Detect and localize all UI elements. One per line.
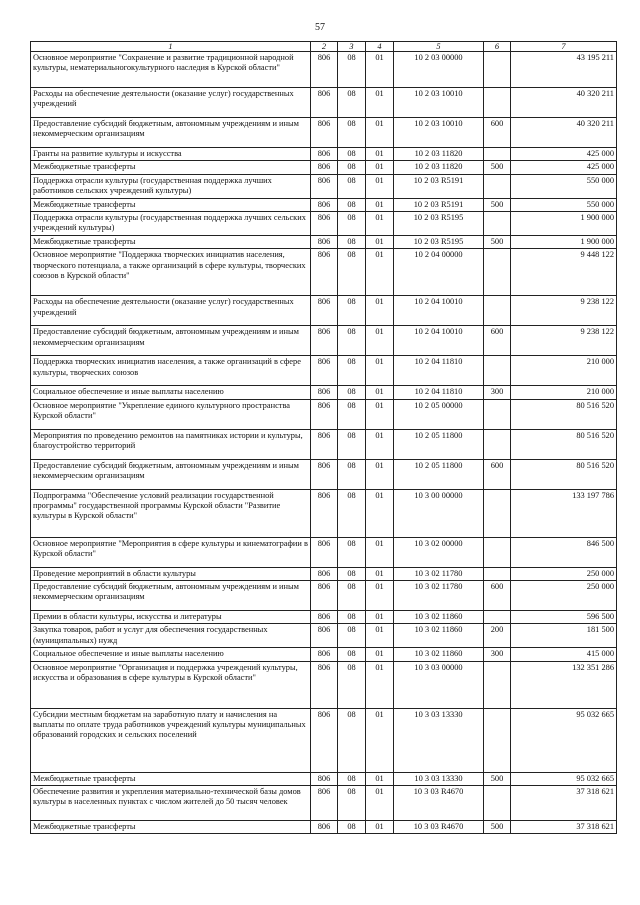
table-header-row	[31, 42, 617, 52]
row-vr-cell	[484, 785, 511, 820]
table-row	[31, 235, 617, 248]
row-gr-cell: 806	[311, 648, 338, 661]
row-sum-cell: 40 320 211	[511, 88, 617, 118]
row-rz-cell: 08	[338, 708, 366, 772]
row-gr-cell: 806	[311, 235, 338, 248]
row-pr-cell: 01	[366, 537, 394, 567]
row-gr-cell: 806	[311, 249, 338, 296]
row-sum-cell: 210 000	[511, 356, 617, 386]
table-row	[31, 580, 617, 610]
table-row	[31, 174, 617, 198]
row-csr-cell: 10 2 03 11820	[394, 161, 484, 174]
row-name-cell: Гранты на развитие культуры и искусства	[31, 148, 311, 161]
table-row	[31, 118, 617, 148]
row-rz-cell: 08	[338, 772, 366, 785]
row-name-cell: Поддержка творческих инициатив населения, а также организаций в сфере культуры, творческих союзов	[31, 356, 311, 386]
row-rz-cell: 08	[338, 820, 366, 833]
row-name-cell: Социальное обеспечение и иные выплаты населению	[31, 386, 311, 399]
row-name-cell: Проведение мероприятий в области культуры	[31, 567, 311, 580]
row-sum-cell: 9 448 122	[511, 249, 617, 296]
row-rz-cell: 08	[338, 174, 366, 198]
row-rz-cell: 08	[338, 580, 366, 610]
table-row	[31, 88, 617, 118]
row-sum-cell: 250 000	[511, 580, 617, 610]
row-csr-cell: 10 2 04 00000	[394, 249, 484, 296]
row-gr-cell: 806	[311, 88, 338, 118]
row-rz-cell: 08	[338, 52, 366, 88]
row-name-cell: Предоставление субсидий бюджетным, автономным учреждениям и иным некоммерческим организациям	[31, 326, 311, 356]
row-name-cell: Премии в области культуры, искусства и литературы	[31, 610, 311, 623]
row-sum-cell: 250 000	[511, 567, 617, 580]
row-rz-cell: 08	[338, 661, 366, 708]
row-csr-cell: 10 3 03 13330	[394, 772, 484, 785]
column-header: 3	[338, 42, 366, 52]
row-rz-cell: 08	[338, 399, 366, 429]
row-pr-cell: 01	[366, 820, 394, 833]
row-sum-cell: 181 500	[511, 624, 617, 648]
row-rz-cell: 08	[338, 537, 366, 567]
row-sum-cell: 40 320 211	[511, 118, 617, 148]
row-gr-cell: 806	[311, 386, 338, 399]
row-gr-cell: 806	[311, 118, 338, 148]
row-sum-cell: 210 000	[511, 386, 617, 399]
row-vr-cell	[484, 211, 511, 235]
row-pr-cell: 01	[366, 785, 394, 820]
row-rz-cell: 08	[338, 118, 366, 148]
row-gr-cell: 806	[311, 772, 338, 785]
row-csr-cell: 10 2 04 10010	[394, 326, 484, 356]
row-vr-cell	[484, 537, 511, 567]
row-csr-cell: 10 3 02 11860	[394, 624, 484, 648]
row-pr-cell: 01	[366, 624, 394, 648]
row-vr-cell	[484, 567, 511, 580]
row-gr-cell: 806	[311, 296, 338, 326]
budget-table	[30, 41, 617, 834]
row-rz-cell: 08	[338, 624, 366, 648]
row-vr-cell: 600	[484, 118, 511, 148]
row-sum-cell: 596 500	[511, 610, 617, 623]
row-sum-cell: 550 000	[511, 198, 617, 211]
row-vr-cell: 500	[484, 161, 511, 174]
row-rz-cell: 08	[338, 296, 366, 326]
table-body	[31, 52, 617, 834]
row-name-cell: Предоставление субсидий бюджетным, автономным учреждениям и иным некоммерческим организациям	[31, 118, 311, 148]
row-csr-cell: 10 2 03 11820	[394, 148, 484, 161]
row-csr-cell: 10 2 03 R5191	[394, 174, 484, 198]
table-row	[31, 661, 617, 708]
row-name-cell: Основное мероприятие "Мероприятия в сфере культуры и кинематографии в Курской области"	[31, 537, 311, 567]
row-rz-cell: 08	[338, 148, 366, 161]
row-name-cell: Закупка товаров, работ и услуг для обеспечения государственных (муниципальных) нужд	[31, 624, 311, 648]
row-pr-cell: 01	[366, 661, 394, 708]
row-csr-cell: 10 3 02 00000	[394, 537, 484, 567]
row-pr-cell: 01	[366, 489, 394, 537]
table-row	[31, 489, 617, 537]
table-row	[31, 211, 617, 235]
row-csr-cell: 10 2 03 10010	[394, 88, 484, 118]
table-row	[31, 820, 617, 833]
row-rz-cell: 08	[338, 211, 366, 235]
row-name-cell: Основное мероприятие "Сохранение и развитие традиционной народной культуры, нематериальногокультурного наследия в Курской области"	[31, 52, 311, 88]
row-gr-cell: 806	[311, 624, 338, 648]
row-vr-cell	[484, 52, 511, 88]
row-vr-cell: 300	[484, 386, 511, 399]
row-csr-cell: 10 3 02 11860	[394, 648, 484, 661]
row-gr-cell: 806	[311, 580, 338, 610]
row-sum-cell: 95 032 665	[511, 772, 617, 785]
row-pr-cell: 01	[366, 235, 394, 248]
row-vr-cell: 500	[484, 772, 511, 785]
table-row	[31, 785, 617, 820]
column-header: 4	[366, 42, 394, 52]
row-rz-cell: 08	[338, 459, 366, 489]
row-gr-cell: 806	[311, 489, 338, 537]
row-csr-cell: 10 3 02 11780	[394, 580, 484, 610]
row-sum-cell: 37 318 621	[511, 820, 617, 833]
row-pr-cell: 01	[366, 648, 394, 661]
row-vr-cell: 600	[484, 459, 511, 489]
table-row	[31, 249, 617, 296]
table-row	[31, 198, 617, 211]
row-pr-cell: 01	[366, 52, 394, 88]
row-csr-cell: 10 2 05 00000	[394, 399, 484, 429]
row-sum-cell: 425 000	[511, 161, 617, 174]
table-row	[31, 356, 617, 386]
table-row	[31, 161, 617, 174]
row-vr-cell: 600	[484, 580, 511, 610]
row-vr-cell	[484, 429, 511, 459]
column-header: 2	[311, 42, 338, 52]
row-name-cell: Поддержка отрасли культуры (государственная поддержка лучших работников сельских учреждений культуры)	[31, 174, 311, 198]
row-sum-cell: 9 238 122	[511, 326, 617, 356]
table-row	[31, 386, 617, 399]
row-name-cell: Межбюджетные трансферты	[31, 198, 311, 211]
row-name-cell: Обеспечение развития и укрепления материально-технической базы домов культуры в населенных пунктах с числом жителей до 50 тысяч человек	[31, 785, 311, 820]
row-rz-cell: 08	[338, 648, 366, 661]
table-row	[31, 610, 617, 623]
row-rz-cell: 08	[338, 785, 366, 820]
row-name-cell: Социальное обеспечение и иные выплаты населению	[31, 648, 311, 661]
row-gr-cell: 806	[311, 326, 338, 356]
column-header: 5	[394, 42, 484, 52]
row-csr-cell: 10 2 03 R5195	[394, 211, 484, 235]
row-sum-cell: 43 195 211	[511, 52, 617, 88]
row-pr-cell: 01	[366, 174, 394, 198]
row-rz-cell: 08	[338, 567, 366, 580]
row-name-cell: Межбюджетные трансферты	[31, 772, 311, 785]
row-vr-cell: 600	[484, 326, 511, 356]
row-vr-cell: 200	[484, 624, 511, 648]
row-name-cell: Субсидии местным бюджетам на заработную плату и начисления на выплаты по оплате труда работников учреждений культуры муниципальных образований городских и сельских поселений	[31, 708, 311, 772]
row-csr-cell: 10 2 04 11810	[394, 386, 484, 399]
row-pr-cell: 01	[366, 580, 394, 610]
row-name-cell: Основное мероприятие "Укрепление единого культурного пространства Курской области"	[31, 399, 311, 429]
row-rz-cell: 08	[338, 429, 366, 459]
row-rz-cell: 08	[338, 88, 366, 118]
row-name-cell: Подпрограмма "Обеспечение условий реализации государственной программы" государственной программы Курской области "Развитие культуры в Курской области"	[31, 489, 311, 537]
row-pr-cell: 01	[366, 249, 394, 296]
row-gr-cell: 806	[311, 161, 338, 174]
row-gr-cell: 806	[311, 429, 338, 459]
row-sum-cell: 37 318 621	[511, 785, 617, 820]
row-vr-cell: 300	[484, 648, 511, 661]
table-row	[31, 326, 617, 356]
row-sum-cell: 425 000	[511, 148, 617, 161]
row-csr-cell: 10 2 03 00000	[394, 52, 484, 88]
row-pr-cell: 01	[366, 429, 394, 459]
row-csr-cell: 10 2 04 11810	[394, 356, 484, 386]
row-vr-cell: 500	[484, 235, 511, 248]
row-rz-cell: 08	[338, 161, 366, 174]
row-rz-cell: 08	[338, 235, 366, 248]
row-csr-cell: 10 2 05 11800	[394, 459, 484, 489]
row-sum-cell: 133 197 786	[511, 489, 617, 537]
row-name-cell: Расходы на обеспечение деятельности (оказание услуг) государственных учреждений	[31, 296, 311, 326]
row-gr-cell: 806	[311, 148, 338, 161]
row-sum-cell: 80 516 520	[511, 399, 617, 429]
row-vr-cell	[484, 356, 511, 386]
row-sum-cell: 1 900 000	[511, 211, 617, 235]
row-sum-cell: 80 516 520	[511, 429, 617, 459]
row-pr-cell: 01	[366, 772, 394, 785]
row-vr-cell	[484, 249, 511, 296]
row-sum-cell: 1 900 000	[511, 235, 617, 248]
row-gr-cell: 806	[311, 567, 338, 580]
row-rz-cell: 08	[338, 326, 366, 356]
table-row	[31, 429, 617, 459]
row-vr-cell	[484, 708, 511, 772]
row-rz-cell: 08	[338, 386, 366, 399]
table-row	[31, 459, 617, 489]
table-row	[31, 772, 617, 785]
row-gr-cell: 806	[311, 708, 338, 772]
column-header: 7	[511, 42, 617, 52]
row-pr-cell: 01	[366, 326, 394, 356]
table-row	[31, 52, 617, 88]
row-name-cell: Предоставление субсидий бюджетным, автономным учреждениям и иным некоммерческим организациям	[31, 580, 311, 610]
row-rz-cell: 08	[338, 198, 366, 211]
row-vr-cell	[484, 610, 511, 623]
row-gr-cell: 806	[311, 52, 338, 88]
row-sum-cell: 9 238 122	[511, 296, 617, 326]
row-pr-cell: 01	[366, 610, 394, 623]
row-vr-cell	[484, 88, 511, 118]
column-header: 1	[31, 42, 311, 52]
row-vr-cell: 500	[484, 820, 511, 833]
row-rz-cell: 08	[338, 249, 366, 296]
table-row	[31, 148, 617, 161]
row-name-cell: Расходы на обеспечение деятельности (оказание услуг) государственных учреждений	[31, 88, 311, 118]
row-gr-cell: 806	[311, 610, 338, 623]
row-gr-cell: 806	[311, 211, 338, 235]
row-csr-cell: 10 3 03 00000	[394, 661, 484, 708]
row-pr-cell: 01	[366, 386, 394, 399]
row-pr-cell: 01	[366, 118, 394, 148]
row-name-cell: Основное мероприятие "Организация и поддержка учреждений культуры, искусства и образования в сфере культуры в Курской области"	[31, 661, 311, 708]
row-pr-cell: 01	[366, 88, 394, 118]
row-gr-cell: 806	[311, 661, 338, 708]
row-rz-cell: 08	[338, 610, 366, 623]
row-gr-cell: 806	[311, 356, 338, 386]
row-sum-cell: 550 000	[511, 174, 617, 198]
row-csr-cell: 10 2 03 R5191	[394, 198, 484, 211]
table-row	[31, 624, 617, 648]
row-pr-cell: 01	[366, 356, 394, 386]
row-vr-cell	[484, 174, 511, 198]
row-vr-cell	[484, 399, 511, 429]
row-gr-cell: 806	[311, 459, 338, 489]
row-gr-cell: 806	[311, 785, 338, 820]
row-csr-cell: 10 2 05 11800	[394, 429, 484, 459]
row-pr-cell: 01	[366, 459, 394, 489]
row-pr-cell: 01	[366, 708, 394, 772]
row-csr-cell: 10 3 03 13330	[394, 708, 484, 772]
row-gr-cell: 806	[311, 198, 338, 211]
table-row	[31, 708, 617, 772]
row-name-cell: Межбюджетные трансферты	[31, 235, 311, 248]
row-pr-cell: 01	[366, 211, 394, 235]
row-csr-cell: 10 2 04 10010	[394, 296, 484, 326]
table-row	[31, 648, 617, 661]
row-sum-cell: 95 032 665	[511, 708, 617, 772]
row-csr-cell: 10 3 02 11860	[394, 610, 484, 623]
row-name-cell: Основное мероприятие "Поддержка творческих инициатив населения, творческого потенциала, а также организаций в сфере культуры, творческих союзов в Курской области"	[31, 249, 311, 296]
row-gr-cell: 806	[311, 820, 338, 833]
row-csr-cell: 10 3 02 11780	[394, 567, 484, 580]
row-pr-cell: 01	[366, 148, 394, 161]
row-csr-cell: 10 3 03 R4670	[394, 820, 484, 833]
table-row	[31, 537, 617, 567]
row-vr-cell	[484, 489, 511, 537]
row-sum-cell: 132 351 286	[511, 661, 617, 708]
row-vr-cell	[484, 661, 511, 708]
row-sum-cell: 80 516 520	[511, 459, 617, 489]
column-header: 6	[484, 42, 511, 52]
row-csr-cell: 10 2 03 R5195	[394, 235, 484, 248]
row-name-cell: Межбюджетные трансферты	[31, 820, 311, 833]
row-csr-cell: 10 2 03 10010	[394, 118, 484, 148]
row-pr-cell: 01	[366, 399, 394, 429]
row-vr-cell: 500	[484, 198, 511, 211]
row-pr-cell: 01	[366, 296, 394, 326]
table-row	[31, 296, 617, 326]
row-gr-cell: 806	[311, 537, 338, 567]
row-sum-cell: 415 000	[511, 648, 617, 661]
row-sum-cell: 846 500	[511, 537, 617, 567]
row-csr-cell: 10 3 03 R4670	[394, 785, 484, 820]
row-gr-cell: 806	[311, 399, 338, 429]
row-name-cell: Предоставление субсидий бюджетным, автономным учреждениям и иным некоммерческим организациям	[31, 459, 311, 489]
row-name-cell: Мероприятия по проведению ремонтов на памятниках истории и культуры, благоустройство территорий	[31, 429, 311, 459]
row-name-cell: Межбюджетные трансферты	[31, 161, 311, 174]
row-rz-cell: 08	[338, 356, 366, 386]
table-row	[31, 567, 617, 580]
row-gr-cell: 806	[311, 174, 338, 198]
row-name-cell: Поддержка отрасли культуры (государственная поддержка лучших сельских учреждений культуры)	[31, 211, 311, 235]
table-row	[31, 399, 617, 429]
row-csr-cell: 10 3 00 00000	[394, 489, 484, 537]
row-pr-cell: 01	[366, 198, 394, 211]
row-pr-cell: 01	[366, 567, 394, 580]
row-vr-cell	[484, 148, 511, 161]
row-vr-cell	[484, 296, 511, 326]
page-number: 57	[315, 22, 325, 33]
row-rz-cell: 08	[338, 489, 366, 537]
row-pr-cell: 01	[366, 161, 394, 174]
